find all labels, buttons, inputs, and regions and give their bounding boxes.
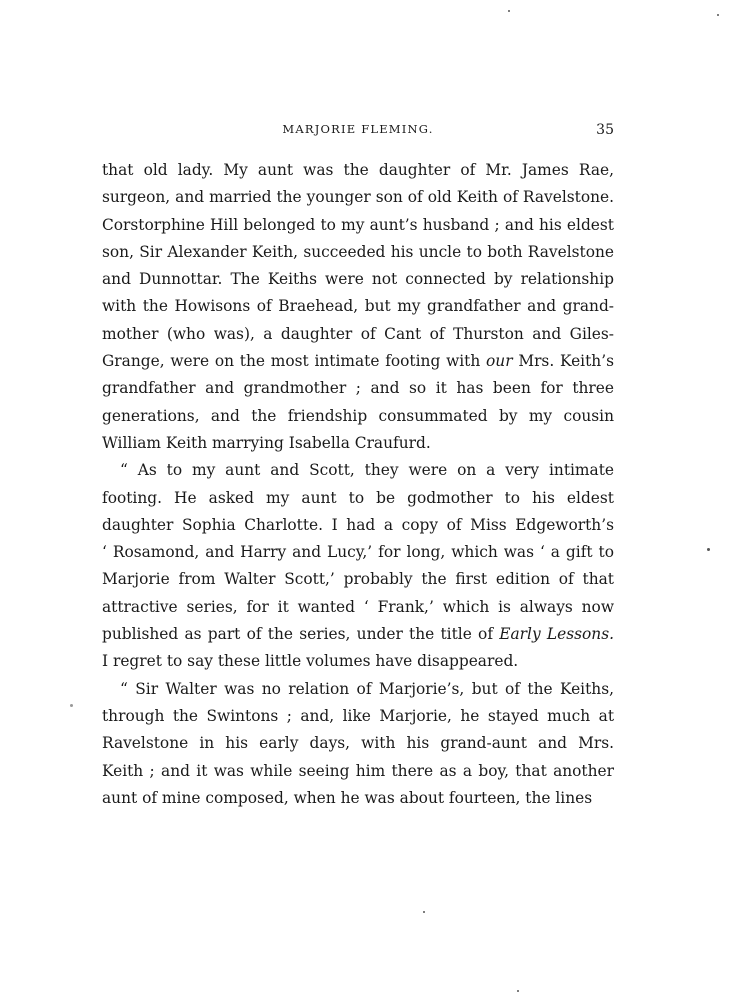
text-line	[102, 212, 614, 239]
text-run: Keith ; and it was while seeing him there as a boy, that another	[102, 761, 614, 780]
text-line	[102, 293, 614, 320]
text-line	[102, 648, 614, 675]
text-run: I regret to say these little volumes have disappeared.	[102, 652, 519, 671]
text-run: aunt of mine composed, when he was about fourteen, the lines	[102, 788, 593, 807]
paragraph	[102, 676, 614, 812]
text-line	[102, 184, 614, 211]
page-number: 35	[596, 122, 614, 138]
text-run: published as part of the series, under the title of	[102, 625, 500, 644]
text-run: Grange, were on the most intimate footing with	[102, 352, 487, 371]
text-line	[102, 348, 614, 375]
text-line	[102, 266, 614, 293]
text-line	[102, 457, 614, 484]
text-line	[102, 566, 614, 593]
text-line	[102, 321, 614, 348]
body-text	[102, 157, 614, 812]
text-line	[102, 485, 614, 512]
text-line	[102, 512, 614, 539]
text-line	[102, 403, 614, 430]
text-run: footing. He asked my aunt to be godmother to his eldest	[102, 488, 614, 507]
text-run: William Keith marrying Isabella Craufurd.	[102, 433, 431, 452]
text-run: Marjorie from Walter Scott,’ probably the first edition of that	[102, 570, 614, 589]
scan-speck	[517, 990, 519, 992]
italic-text: Early Lessons.	[499, 625, 614, 644]
text-run: “ Sir Walter was no relation of Marjorie’s, but of the Keiths,	[120, 679, 614, 698]
text-line	[102, 621, 614, 648]
text-line	[102, 594, 614, 621]
text-line	[102, 239, 614, 266]
text-run: ‘ Rosamond, and Harry and Lucy,’ for long, which was ‘ a gift to	[102, 543, 614, 562]
paragraph	[102, 157, 614, 457]
text-run: Corstorphine Hill belonged to my aunt’s husband ; and his eldest	[102, 215, 614, 234]
text-run: “ As to my aunt and Scott, they were on a very intimate	[120, 461, 614, 480]
scan-speck	[508, 10, 510, 12]
text-run: Ravelstone in his early days, with his grand-aunt and Mrs.	[102, 734, 614, 753]
text-line	[102, 157, 614, 184]
text-run: through the Swintons ; and, like Marjorie, he stayed much at	[102, 706, 614, 725]
text-run: Mrs. Keith’s	[512, 352, 614, 371]
text-line	[102, 430, 614, 457]
scan-speck	[707, 548, 710, 551]
paragraph	[102, 457, 614, 675]
text-run: son, Sir Alexander Keith, succeeded his uncle to both Ravelstone	[102, 242, 614, 261]
text-run: generations, and the friendship consummated by my cousin	[102, 406, 614, 425]
text-run: daughter Sophia Charlotte. I had a copy of Miss Edgeworth’s	[102, 515, 614, 534]
running-head	[102, 122, 614, 142]
italic-text: our	[486, 352, 513, 371]
text-line	[102, 758, 614, 785]
running-title: MARJORIE FLEMING.	[282, 122, 434, 136]
text-run: and Dunnottar. The Keiths were not connected by relationship	[102, 270, 614, 289]
text-run: mother (who was), a daughter of Cant of Thurston and Giles-	[102, 324, 614, 343]
text-run: with the Howisons of Braehead, but my grandfather and grand-	[102, 297, 614, 316]
text-run: attractive series, for it wanted ‘ Frank,’ which is always now	[102, 597, 614, 616]
scan-speck	[717, 14, 719, 16]
text-run: surgeon, and married the younger son of old Keith of Ravelstone.	[102, 188, 614, 207]
scan-speck	[70, 704, 73, 707]
text-run: that old lady. My aunt was the daughter of Mr. James Rae,	[102, 161, 614, 179]
scan-speck	[423, 911, 425, 913]
text-line	[102, 676, 614, 703]
text-line	[102, 375, 614, 402]
text-line	[102, 703, 614, 730]
text-line	[102, 539, 614, 566]
text-run: grandfather and grandmother ; and so it has been for three	[102, 379, 614, 398]
text-line	[102, 785, 614, 812]
text-line	[102, 730, 614, 757]
